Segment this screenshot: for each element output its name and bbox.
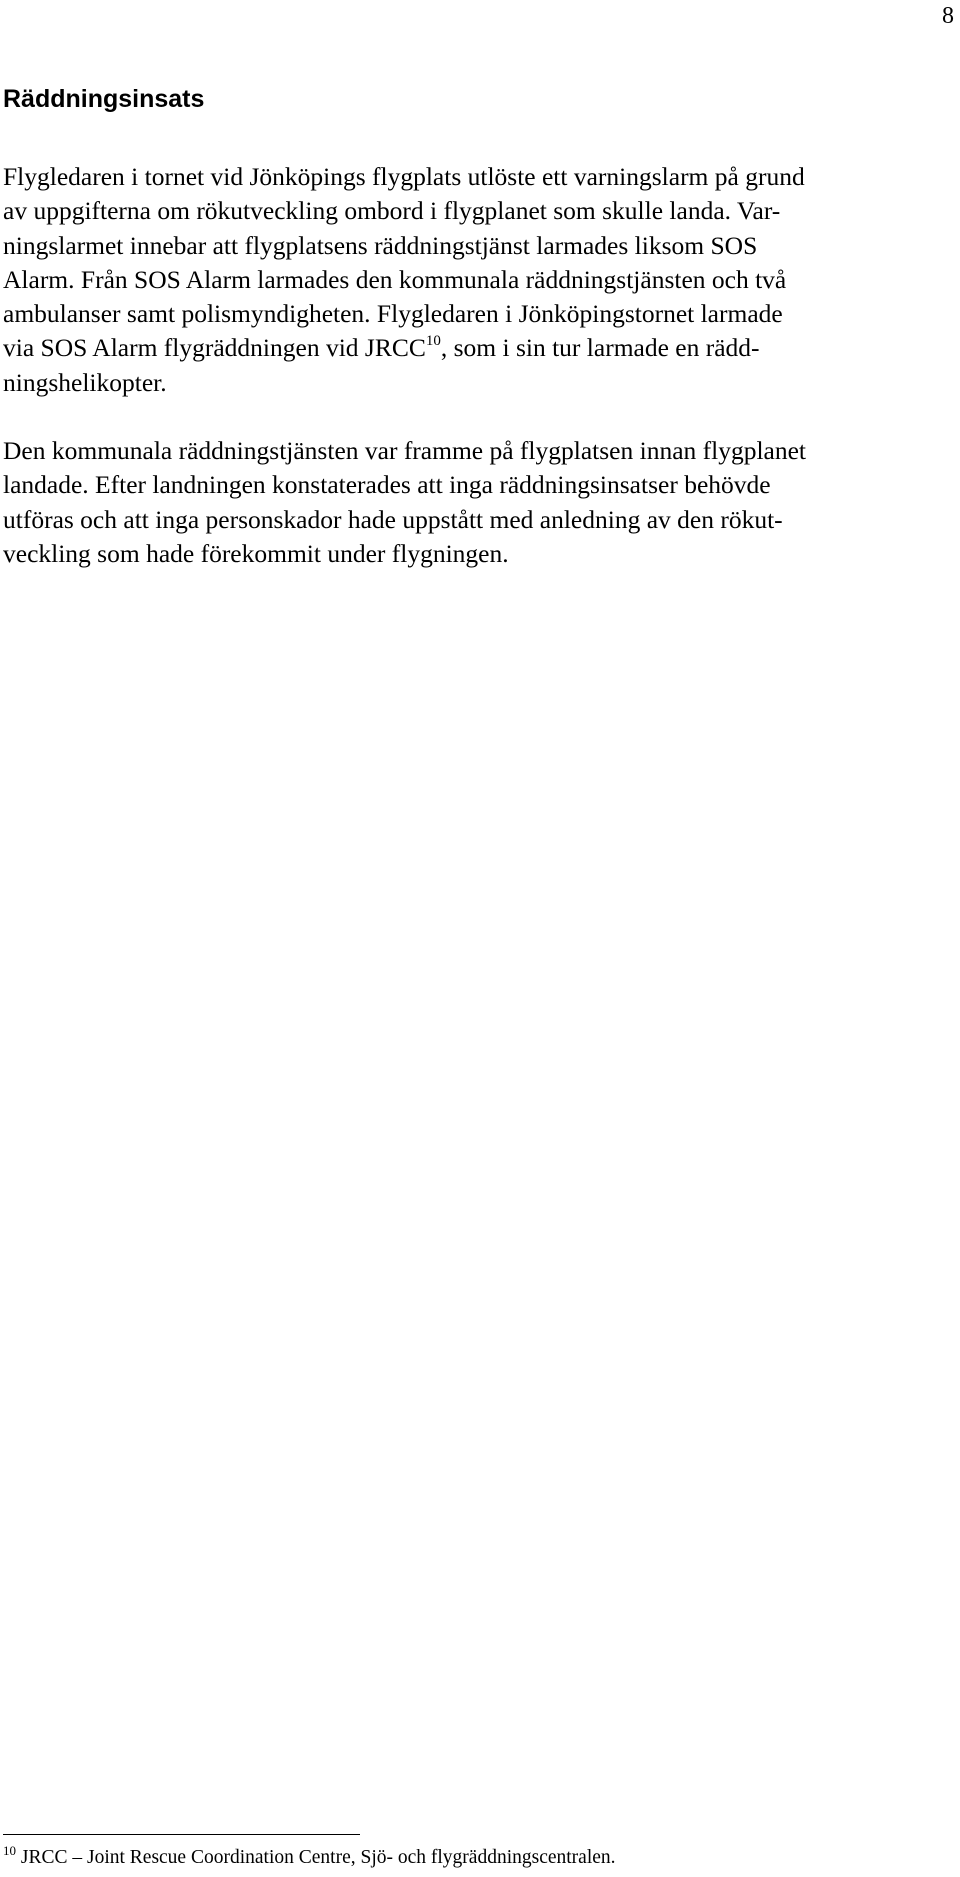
line-text-before: via SOS Alarm flygräddningen vid JRCC (3, 333, 426, 363)
paragraph-line: Den kommunala räddningstjänsten var framme på flygplatsen innan flygplanet (3, 436, 807, 466)
paragraph-line: ningslarmet innebar att flygplatsens räddningstjänst larmades liksom SOS (3, 230, 758, 260)
line-text-after: , som i sin tur larmade en rädd- (440, 333, 760, 363)
paragraph-2 (3, 434, 955, 571)
paragraph-line: Flygledaren i tornet vid Jönköpings flygplats utlöste ett varningslarm på grund (3, 162, 805, 191)
footnote-text: JRCC – Joint Rescue Coordination Centre, Sjö- och flygräddningscentralen. (16, 1847, 616, 1868)
footnote-number: 10 (3, 1842, 16, 1858)
paragraph-line: Alarm. Från SOS Alarm larmades den kommunala räddningstjänsten och två (3, 264, 787, 294)
paragraph-line: ningshelikopter. (3, 367, 167, 397)
paragraph-1 (3, 160, 955, 400)
footnote (3, 1842, 616, 1870)
footnote-separator (3, 1834, 360, 1835)
paragraph-line: landade. Efter landningen konstaterades att inga räddningsinsatser behövde (3, 470, 771, 500)
footnote-reference: 10 (425, 332, 441, 349)
page-number: 8 (942, 3, 954, 29)
page-content (3, 84, 955, 605)
paragraph-line: utföras och att inga personskador hade uppstått med anledning av den rökut- (3, 504, 783, 534)
paragraph-line: av uppgifterna om rökutveckling ombord i flygplanet som skulle landa. Var- (3, 196, 781, 226)
paragraph-line-with-footnote-ref (3, 331, 955, 365)
paragraph-line: veckling som hade förekommit under flygningen. (3, 538, 509, 568)
paragraph-line: ambulanser samt polismyndigheten. Flygledaren i Jönköpingstornet larmade (3, 299, 783, 329)
section-heading: Räddningsinsats (3, 85, 205, 113)
